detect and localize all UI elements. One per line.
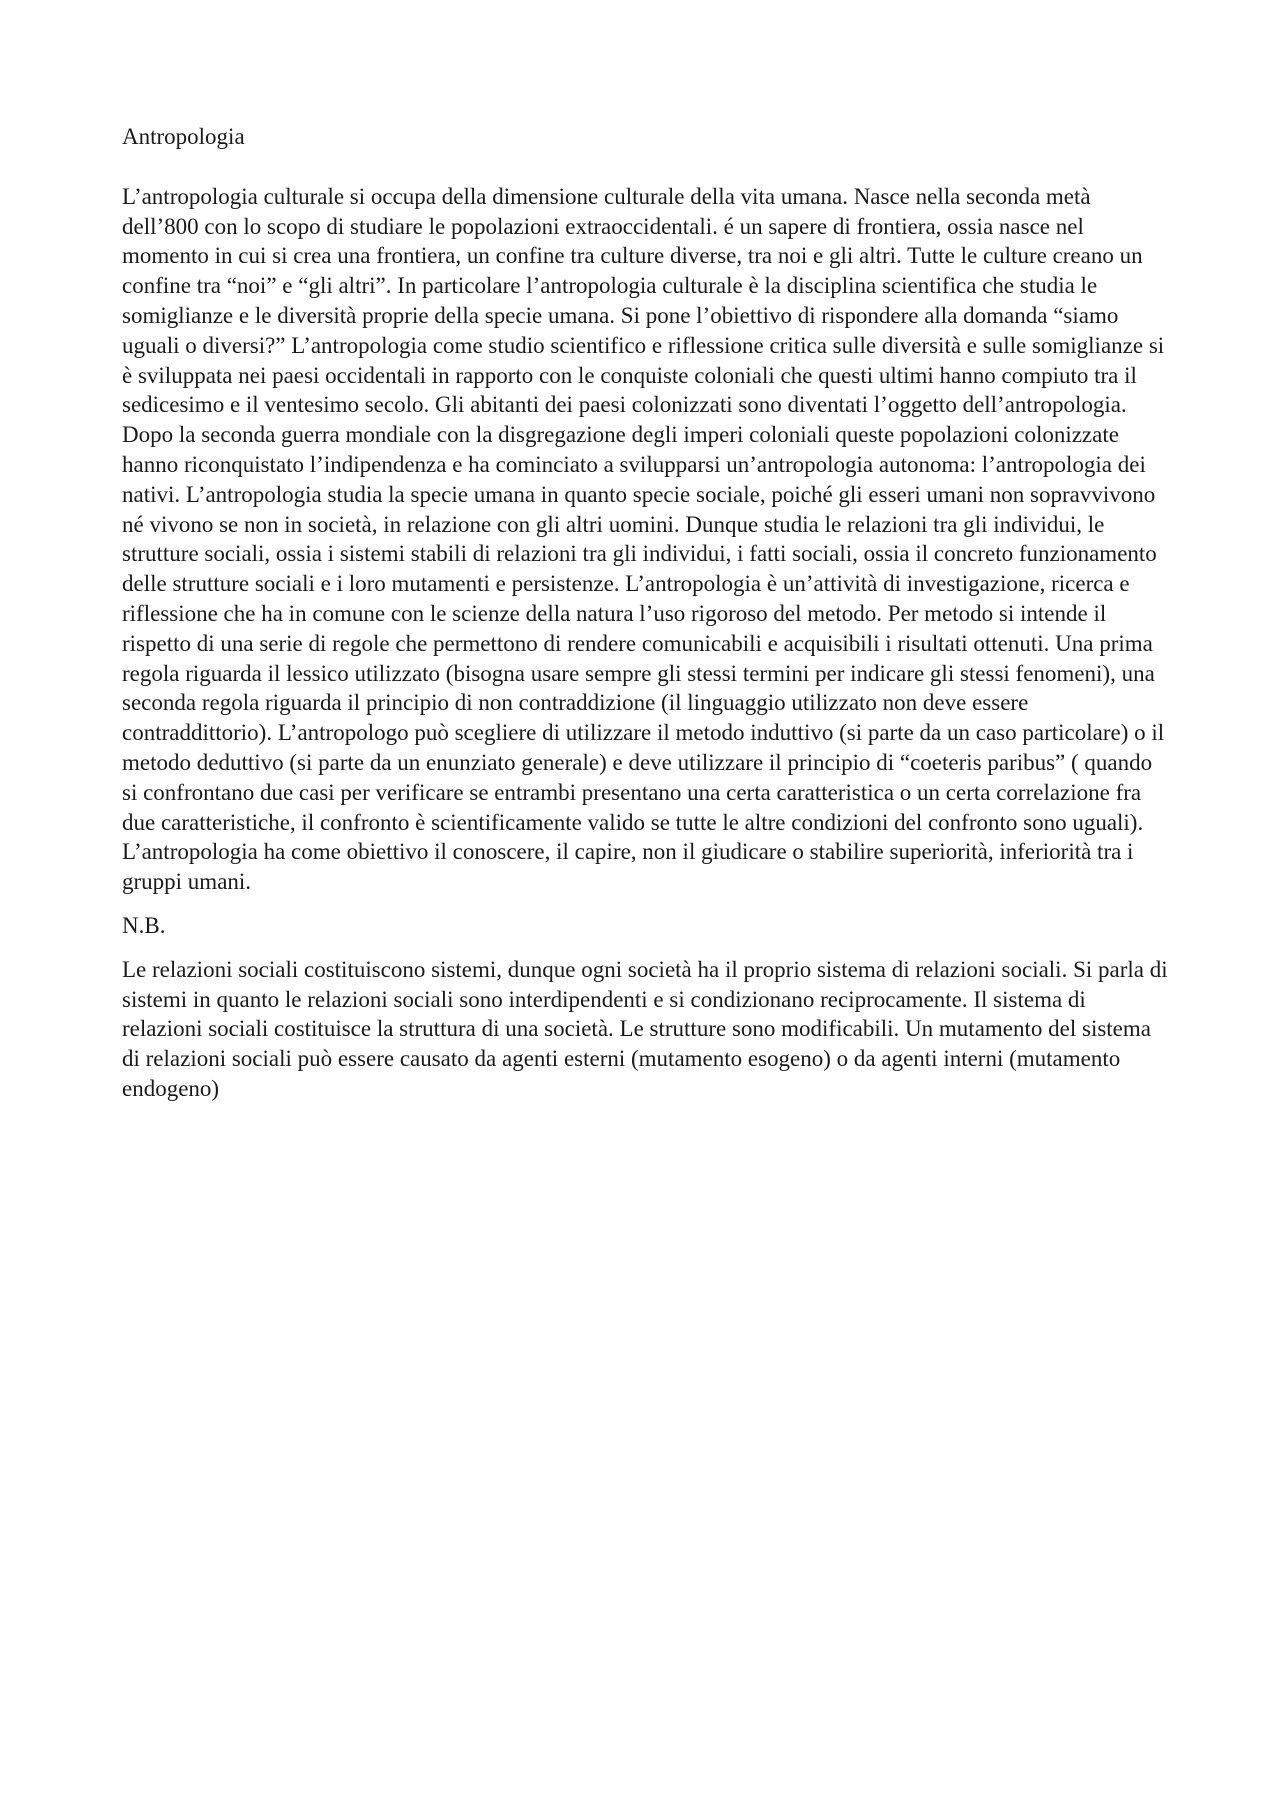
document-title: Antropologia <box>122 124 245 149</box>
nb-label: N.B. <box>122 912 166 938</box>
main-paragraph: L’antropologia culturale si occupa della dimensione culturale della vita umana. Nasce nella seconda metà dell’800 con lo scopo di studiare le popolazioni extraoccidentali. é un sapere di frontiera, ossia nasce nel momento in cui si crea una frontiera, un confine tra culture diverse, tra noi e gli altri. Tutte le culture creano un confine tra “noi” e “gli altri”. In particolare l’antropologia culturale è la disciplina scientifica che studia le somiglianze e le diversità proprie della specie umana. Si pone l’obiettivo di rispondere alla domanda “siamo uguali o diversi?” L’antropologia come studio scientifico e riflessione critica sulle diversità e sulle somiglianze si è sviluppata nei paesi occidentali in rapporto con le conquiste coloniali che questi ultimi hanno compiuto tra il sedicesimo e il ventesimo secolo. Gli abitanti dei paesi colonizzati sono diventati l’oggetto dell’antropologia. Dopo la seconda guerra mondiale con la disgregazione degli imperi coloniali queste popolazioni colonizzate hanno riconquistato l’indipendenza e ha cominciato a svilupparsi un’antropologia autonoma: l’antropologia dei nativi. L’antropologia studia la specie umana in quanto specie sociale, poiché gli esseri umani non sopravvivono né vivono se non in società, in relazione con gli altri uomini. Dunque studia le relazioni tra gli individui, le strutture sociali, ossia i sistemi stabili di relazioni tra gli individui, i fatti sociali, ossia il concreto funzionamento delle strutture sociali e i loro mutamenti e persistenze. L’antropologia è un’attività di investigazione, ricerca e riflessione che ha in comune con le scienze della natura l’uso rigoroso del metodo. Per metodo si intende il rispetto di una serie di regole che permettono di rendere comunicabili e acquisibili i risultati ottenuti. Una prima regola riguarda il lessico utilizzato (bisogna usare sempre gli stessi termini per indicare gli stessi fenomeni), una seconda regola riguarda il principio di non contraddizione (il linguaggio utilizzato non deve essere contraddittorio). L’antropologo può scegliere di utilizzare il metodo induttivo (si parte da un caso particolare) o il metodo deduttivo (si parte da un enunziato generale) e deve utilizzare il principio di “coeteris paribus” ( quando si confrontano due casi per verificare se entrambi presentano una certa caratteristica o un certa correlazione fra due caratteristiche, il confronto è scientificamente valido se tutte le altre condizioni del confronto sono uguali). <box>122 183 1165 835</box>
document-body <box>122 122 1170 1104</box>
conclusion-paragraph: L’antropologia ha come obiettivo il conoscere, il capire, non il giudicare o stabilire superiorità, inferiorità tra i gruppi umani. <box>122 839 1134 895</box>
nb-paragraph: Le relazioni sociali costituiscono sistemi, dunque ogni società ha il proprio sistema di relazioni sociali. Si parla di sistemi in quanto le relazioni sociali sono interdipendenti e si condizionano reciprocamente. Il sistema di relazioni sociali costituisce la struttura di una società. Le strutture sono modificabili. Un mutamento del sistema di relazioni sociali può essere causato da agenti esterni (mutamento esogeno) o da agenti interni (mutamento endogeno) <box>122 956 1168 1101</box>
